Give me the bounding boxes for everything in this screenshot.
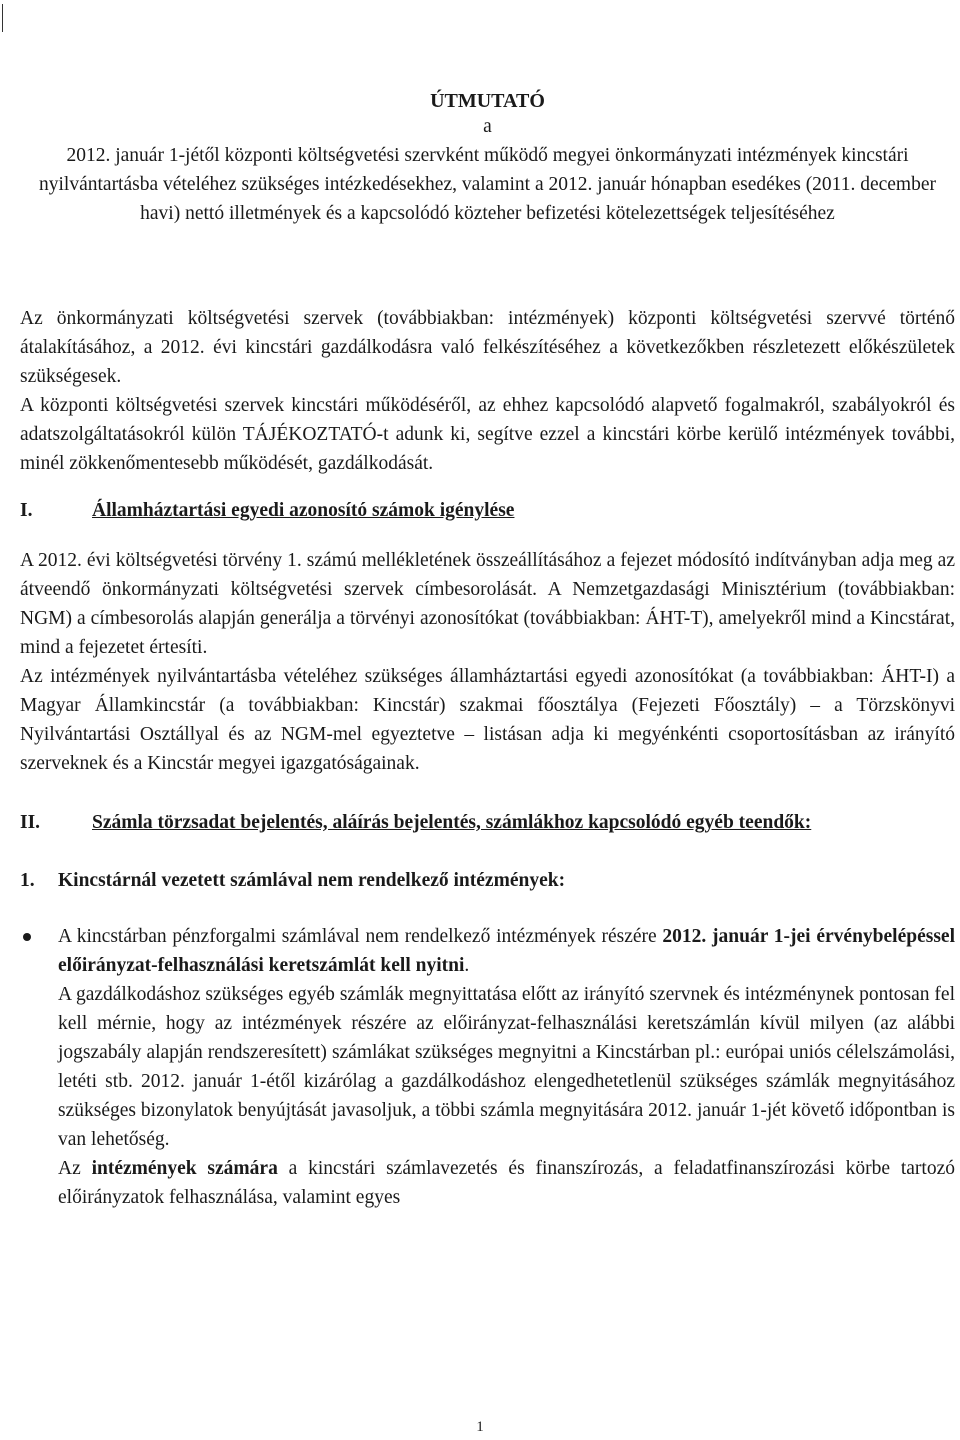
bullet-paragraph-2: A gazdálkodáshoz szükséges egyéb számlák megnyittatása előtt az irányító szervnek és intézménynek pontosan fel kell mérnie, hogy az intézmények részére az előirányzat-felhasználási keretszámlán kívül milyen (az alábbi jogszabály alapján rendszeresített) számlákat szükséges megnyitni a Kincstárban pl.: európai uniós célelszámolási, letéti stb. 2012. január 1-étől kizárólag a gazdálkodáshoz elengedhetetlenül szükséges számlák megnyitásához szükséges bizonylatok benyújtását javasoljuk, a többi számla megnyitására 2012. január 1-jét követő időpontban is van lehetőség. bbox=[58, 984, 955, 1150]
bullet-dot-icon bbox=[23, 933, 31, 941]
bullet-p3-lead: Az bbox=[58, 1158, 92, 1179]
section-1-number: I. bbox=[20, 500, 33, 521]
bullet-lead-text: A kincstárban pénzforgalmi számlával nem rendelkező intézmények részére bbox=[58, 926, 663, 947]
section-1-paragraph-2: Az intézmények nyilvántartásba vételéhez szükséges államháztartási egyedi azonosítókat (a továbbiakban: ÁHT-I) a Magyar Államkincstár (a továbbiakban: Kincstár) szakmai főosztálya (Fejezeti Főosztály) – a Törzskönyvi Nyilvántartási Osztállyal és az NGM-mel egyeztetve – listásan adja ki megyénkénti csoportosításban az irányító szerveknek és a Kincstár megyei igazgatóságainak. bbox=[20, 666, 955, 774]
subsection-1-title: Kincstárnál vezetett számlával nem rendelkező intézmények: bbox=[58, 870, 566, 891]
section-2-heading bbox=[20, 808, 955, 837]
intro-paragraph-2: A központi költségvetési szervek kincstári működéséről, az ehhez kapcsolódó alapvető fogalmakról, szabályokról és adatszolgáltatásokról külön TÁJÉKOZTATÓ-t adunk ki, segítve ezzel a kincstári körbe kerülő intézmények további, minél zökkenőmentesebb működését, gazdálkodását. bbox=[20, 395, 955, 474]
page-edge-mark bbox=[2, 4, 3, 32]
bullet-p3-bold: intézmények számára bbox=[91, 1158, 278, 1179]
document-description: 2012. január 1-jétől központi költségvetési szervként működő megyei önkormányzati intézmények kincstári nyilvántartásba vételéhez szükséges intézkedésekhez, valamint a 2012. január hónapban esedékes (2011. december havi) nettó illetmények és a kapcsolódó közteher befizetési kötelezettségek teljesítéséhez bbox=[39, 145, 936, 224]
section-1-paragraph-1: A 2012. évi költségvetési törvény 1. számú mellékletének összeállításához a fejezet módosító indítványban adja meg az átveendő önkormányzati költségvetési szervek címbesorolását. A Nemzetgazdasági Minisztérium (továbbiakban: NGM) a címbesorolás alapján generálja a törvényi azonosítókat (továbbiakban: ÁHT-T), amelyekről mind a Kincstárat, mind a fejezetet értesíti. bbox=[20, 550, 955, 658]
intro-paragraph-1: Az önkormányzati költségvetési szervek (továbbiakban: intézmények) központi költségvetési szervvé történő átalakításához, a 2012. évi kincstári gazdálkodásra való felkészítéséhez a következőkben részletezett előkészületek szükségesek. bbox=[20, 308, 955, 387]
subsection-1-heading bbox=[20, 866, 955, 895]
title-block bbox=[20, 86, 955, 228]
document-page bbox=[20, 86, 955, 1212]
bullet-item bbox=[20, 922, 955, 1212]
document-title-connector: a bbox=[483, 116, 492, 137]
bullet-p3-tail: a kincstári számlavezetés és finanszírozás, a feladatfinanszírozási körbe tartozó előirányzatok felhasználása, valamint egyes bbox=[58, 1158, 955, 1208]
section-2-number: II. bbox=[20, 812, 41, 833]
section-1-title: Államháztartási egyedi azonosító számok igénylése bbox=[92, 500, 515, 521]
bullet-tail-text: . bbox=[464, 955, 470, 976]
section-1-heading bbox=[20, 496, 955, 525]
bullet-paragraph-3 bbox=[58, 1154, 955, 1212]
bullet-paragraph-1 bbox=[58, 922, 955, 980]
subsection-1-number: 1. bbox=[20, 870, 35, 891]
page-number: 1 bbox=[476, 1419, 484, 1435]
document-title: ÚTMUTATÓ bbox=[430, 90, 545, 112]
section-2-title: Számla törzsadat bejelentés, aláírás bejelentés, számlákhoz kapcsolódó egyéb teendők: bbox=[92, 812, 812, 833]
bullet-bold-text: 2012. január 1-jei érvénybelépéssel előirányzat-felhasználási keretszámlát kell nyitni bbox=[58, 926, 955, 976]
